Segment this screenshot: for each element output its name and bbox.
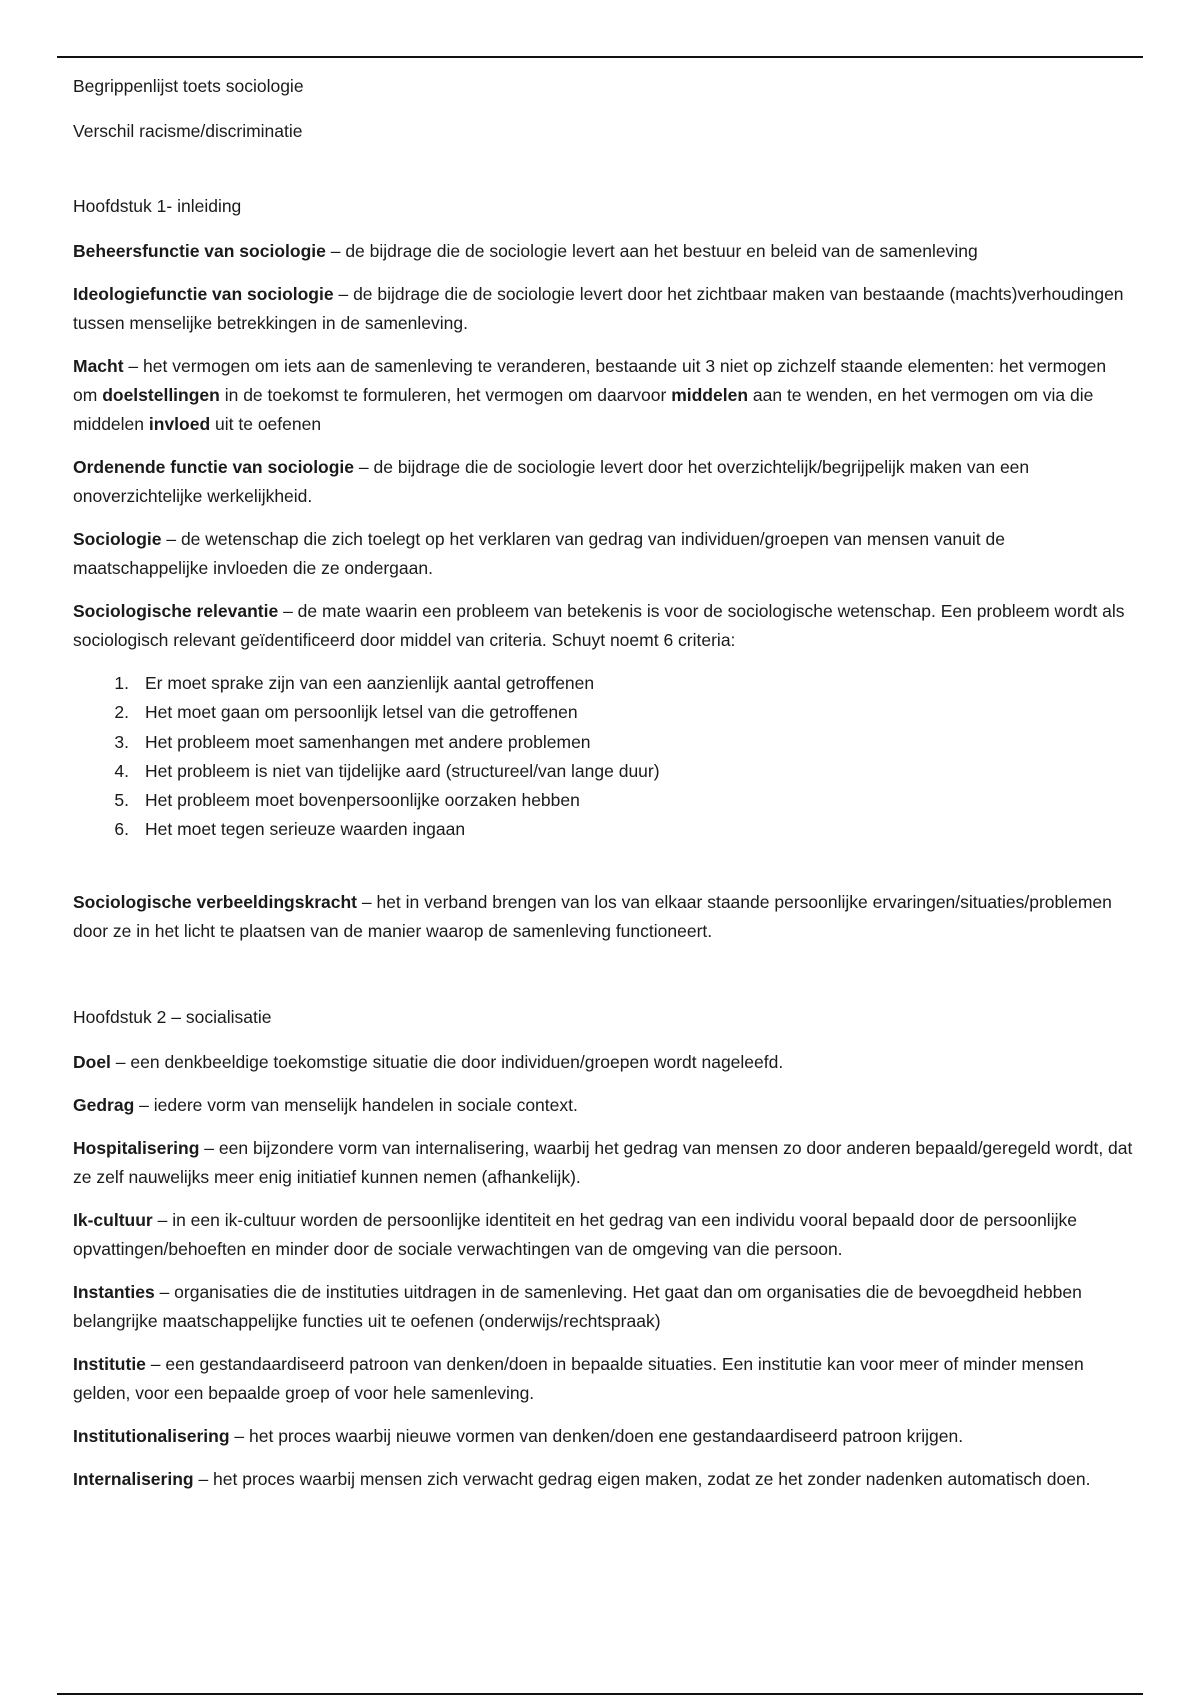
list-number: 5.: [114, 790, 129, 811]
definition-text: – een gestandaardiseerd patroon van denken/doen in bepaalde situaties. Een institutie kan voor meer of minder mensen gelden, voor een bepaalde groep of voor hele samenleving.: [73, 1353, 1084, 1403]
definition-text: – de bijdrage die de sociologie levert door het zichtbaar maken van bestaande (machts)verhoudingen tussen menselijke betrekkingen in de samenleving.: [73, 284, 1124, 333]
definition-text: – iedere vorm van menselijk handelen in sociale context.: [134, 1094, 578, 1115]
list-number: 4.: [114, 760, 129, 781]
definition-text: – in een ik-cultuur worden de persoonlijke identiteit en het gedrag van een individu vooral bepaald door de persoonlijke opvattingen/behoeften en minder door de sociale verwachtingen van de omgeving van die persoon.: [73, 1209, 1077, 1259]
definition-hospitalisering: [73, 1134, 1133, 1192]
definition-ordenende-functie: [73, 453, 1133, 511]
criteria-list: [73, 669, 1133, 845]
definition-term: Institutionalisering: [73, 1425, 230, 1446]
list-number: 6.: [114, 819, 129, 840]
definition-term: Doel: [73, 1051, 111, 1072]
definition-text: – het proces waarbij mensen zich verwacht gedrag eigen maken, zodat ze het zonder nadenken automatisch doen.: [193, 1468, 1091, 1489]
definition-instanties: [73, 1278, 1133, 1336]
definition-sociologische-relevantie: [73, 597, 1133, 655]
definition-internalisering: [73, 1465, 1133, 1494]
definition-term: Beheersfunctie van sociologie: [73, 241, 326, 261]
list-item: [73, 757, 1133, 786]
definition-term: Hospitalisering: [73, 1137, 200, 1158]
definition-ideologiefunctie: [73, 280, 1133, 338]
definition-text: in de toekomst te formuleren, het vermogen om daarvoor: [219, 385, 672, 405]
list-text: Het probleem is niet van tijdelijke aard (structureel/van lange duur): [145, 760, 660, 781]
list-item: [73, 815, 1133, 844]
definition-verbeeldingskracht: [73, 888, 1133, 946]
keyword-invloed: invloed: [148, 414, 211, 434]
definition-term: Internalisering: [73, 1468, 194, 1489]
list-text: Het probleem moet bovenpersoonlijke oorzaken hebben: [145, 790, 580, 811]
definition-institutionalisering: [73, 1422, 1133, 1451]
list-item: [73, 728, 1133, 757]
definition-term: Sociologie: [73, 529, 162, 549]
definition-text: – het proces waarbij nieuwe vormen van denken/doen ene gestandaardiseerd patroon krijgen.: [229, 1425, 964, 1446]
definition-term: Instanties: [73, 1281, 155, 1302]
definition-text: – een bijzondere vorm van internalisering, waarbij het gedrag van mensen zo door anderen bepaald/geregeld wordt, dat ze zelf nauwelijks meer enig initiatief kunnen nemen (afhankelijk).: [73, 1137, 1133, 1187]
definition-doel: [73, 1048, 1133, 1077]
definition-text: – het in verband brengen van los van elkaar staande persoonlijke ervaringen/situaties/problemen door ze in het licht te plaatsen van de manier waarop de samenleving functioneert.: [73, 891, 1112, 941]
definition-term: Macht: [73, 356, 124, 376]
document-title: Begrippenlijst toets sociologie: [73, 76, 304, 96]
keyword-middelen: middelen: [671, 385, 749, 405]
list-item: [73, 669, 1133, 698]
chapter-1-heading: Hoofdstuk 1- inleiding: [73, 196, 242, 216]
list-item: [73, 786, 1133, 815]
definition-text: – een denkbeeldige toekomstige situatie die door individuen/groepen wordt nageleefd.: [110, 1051, 784, 1072]
definition-ik-cultuur: [73, 1206, 1133, 1264]
list-text: Er moet sprake zijn van een aanzienlijk aantal getroffenen: [145, 673, 595, 693]
document-page: [73, 72, 1133, 1494]
definition-term: Ordenende functie van sociologie: [73, 457, 355, 477]
definition-text: – de bijdrage die de sociologie levert aan het bestuur en beleid van de samenleving: [325, 241, 978, 261]
definition-text: – organisaties die de instituties uitdragen in de samenleving. Het gaat dan om organisaties die de bevoegdheid hebben belangrijke maatschappelijke functies uit te oefenen (onderwijs/rechtspraak): [73, 1281, 1082, 1331]
definition-text: uit te oefenen: [210, 414, 322, 434]
definition-term: Sociologische relevantie: [73, 601, 279, 621]
definition-institutie: [73, 1350, 1133, 1408]
definition-beheersfunctie: [73, 237, 1133, 266]
list-text: Het moet gaan om persoonlijk letsel van die getroffenen: [145, 702, 578, 723]
list-number: 2.: [114, 702, 129, 723]
document-subtitle: Verschil racisme/discriminatie: [73, 121, 303, 141]
definition-term: Ideologiefunctie van sociologie: [73, 284, 334, 304]
definition-text: – het vermogen om iets aan de samenleving te veranderen, bestaande uit 3 niet op zichzelf staande elementen: het vermogen om: [73, 356, 1107, 405]
definition-gedrag: [73, 1091, 1133, 1120]
top-rule: [57, 56, 1143, 58]
definition-term: Institutie: [73, 1353, 146, 1374]
chapter-2-heading: Hoofdstuk 2 – socialisatie: [73, 1006, 272, 1027]
definition-term: Sociologische verbeeldingskracht: [73, 891, 357, 912]
definition-text: – de mate waarin een probleem van betekenis is voor de sociologische wetenschap. Een probleem wordt als sociologisch relevant geïdentificeerd door middel van criteria. Schuyt noemt 6 criteria:: [73, 601, 1125, 650]
definition-text: aan te wenden, en het vermogen om via die middelen: [73, 385, 1094, 434]
definition-text: – de bijdrage die de sociologie levert door het overzichtelijk/begrijpelijk maken van een onoverzichtelijke werkelijkheid.: [73, 457, 1030, 506]
list-number: 3.: [114, 731, 129, 752]
list-item: [73, 698, 1133, 727]
definition-text: – de wetenschap die zich toelegt op het verklaren van gedrag van individuen/groepen van mensen vanuit de maatschappelijke invloeden die ze ondergaan.: [73, 529, 1005, 578]
definition-term: Gedrag: [73, 1094, 135, 1115]
bottom-rule: [57, 1693, 1143, 1695]
list-text: Het probleem moet samenhangen met andere problemen: [145, 731, 591, 752]
list-text: Het moet tegen serieuze waarden ingaan: [145, 819, 466, 840]
list-number: 1.: [114, 673, 129, 693]
definition-sociologie: [73, 525, 1133, 583]
definition-macht: [73, 352, 1133, 439]
definition-term: Ik-cultuur: [73, 1209, 153, 1230]
keyword-doelstellingen: doelstellingen: [102, 385, 220, 405]
